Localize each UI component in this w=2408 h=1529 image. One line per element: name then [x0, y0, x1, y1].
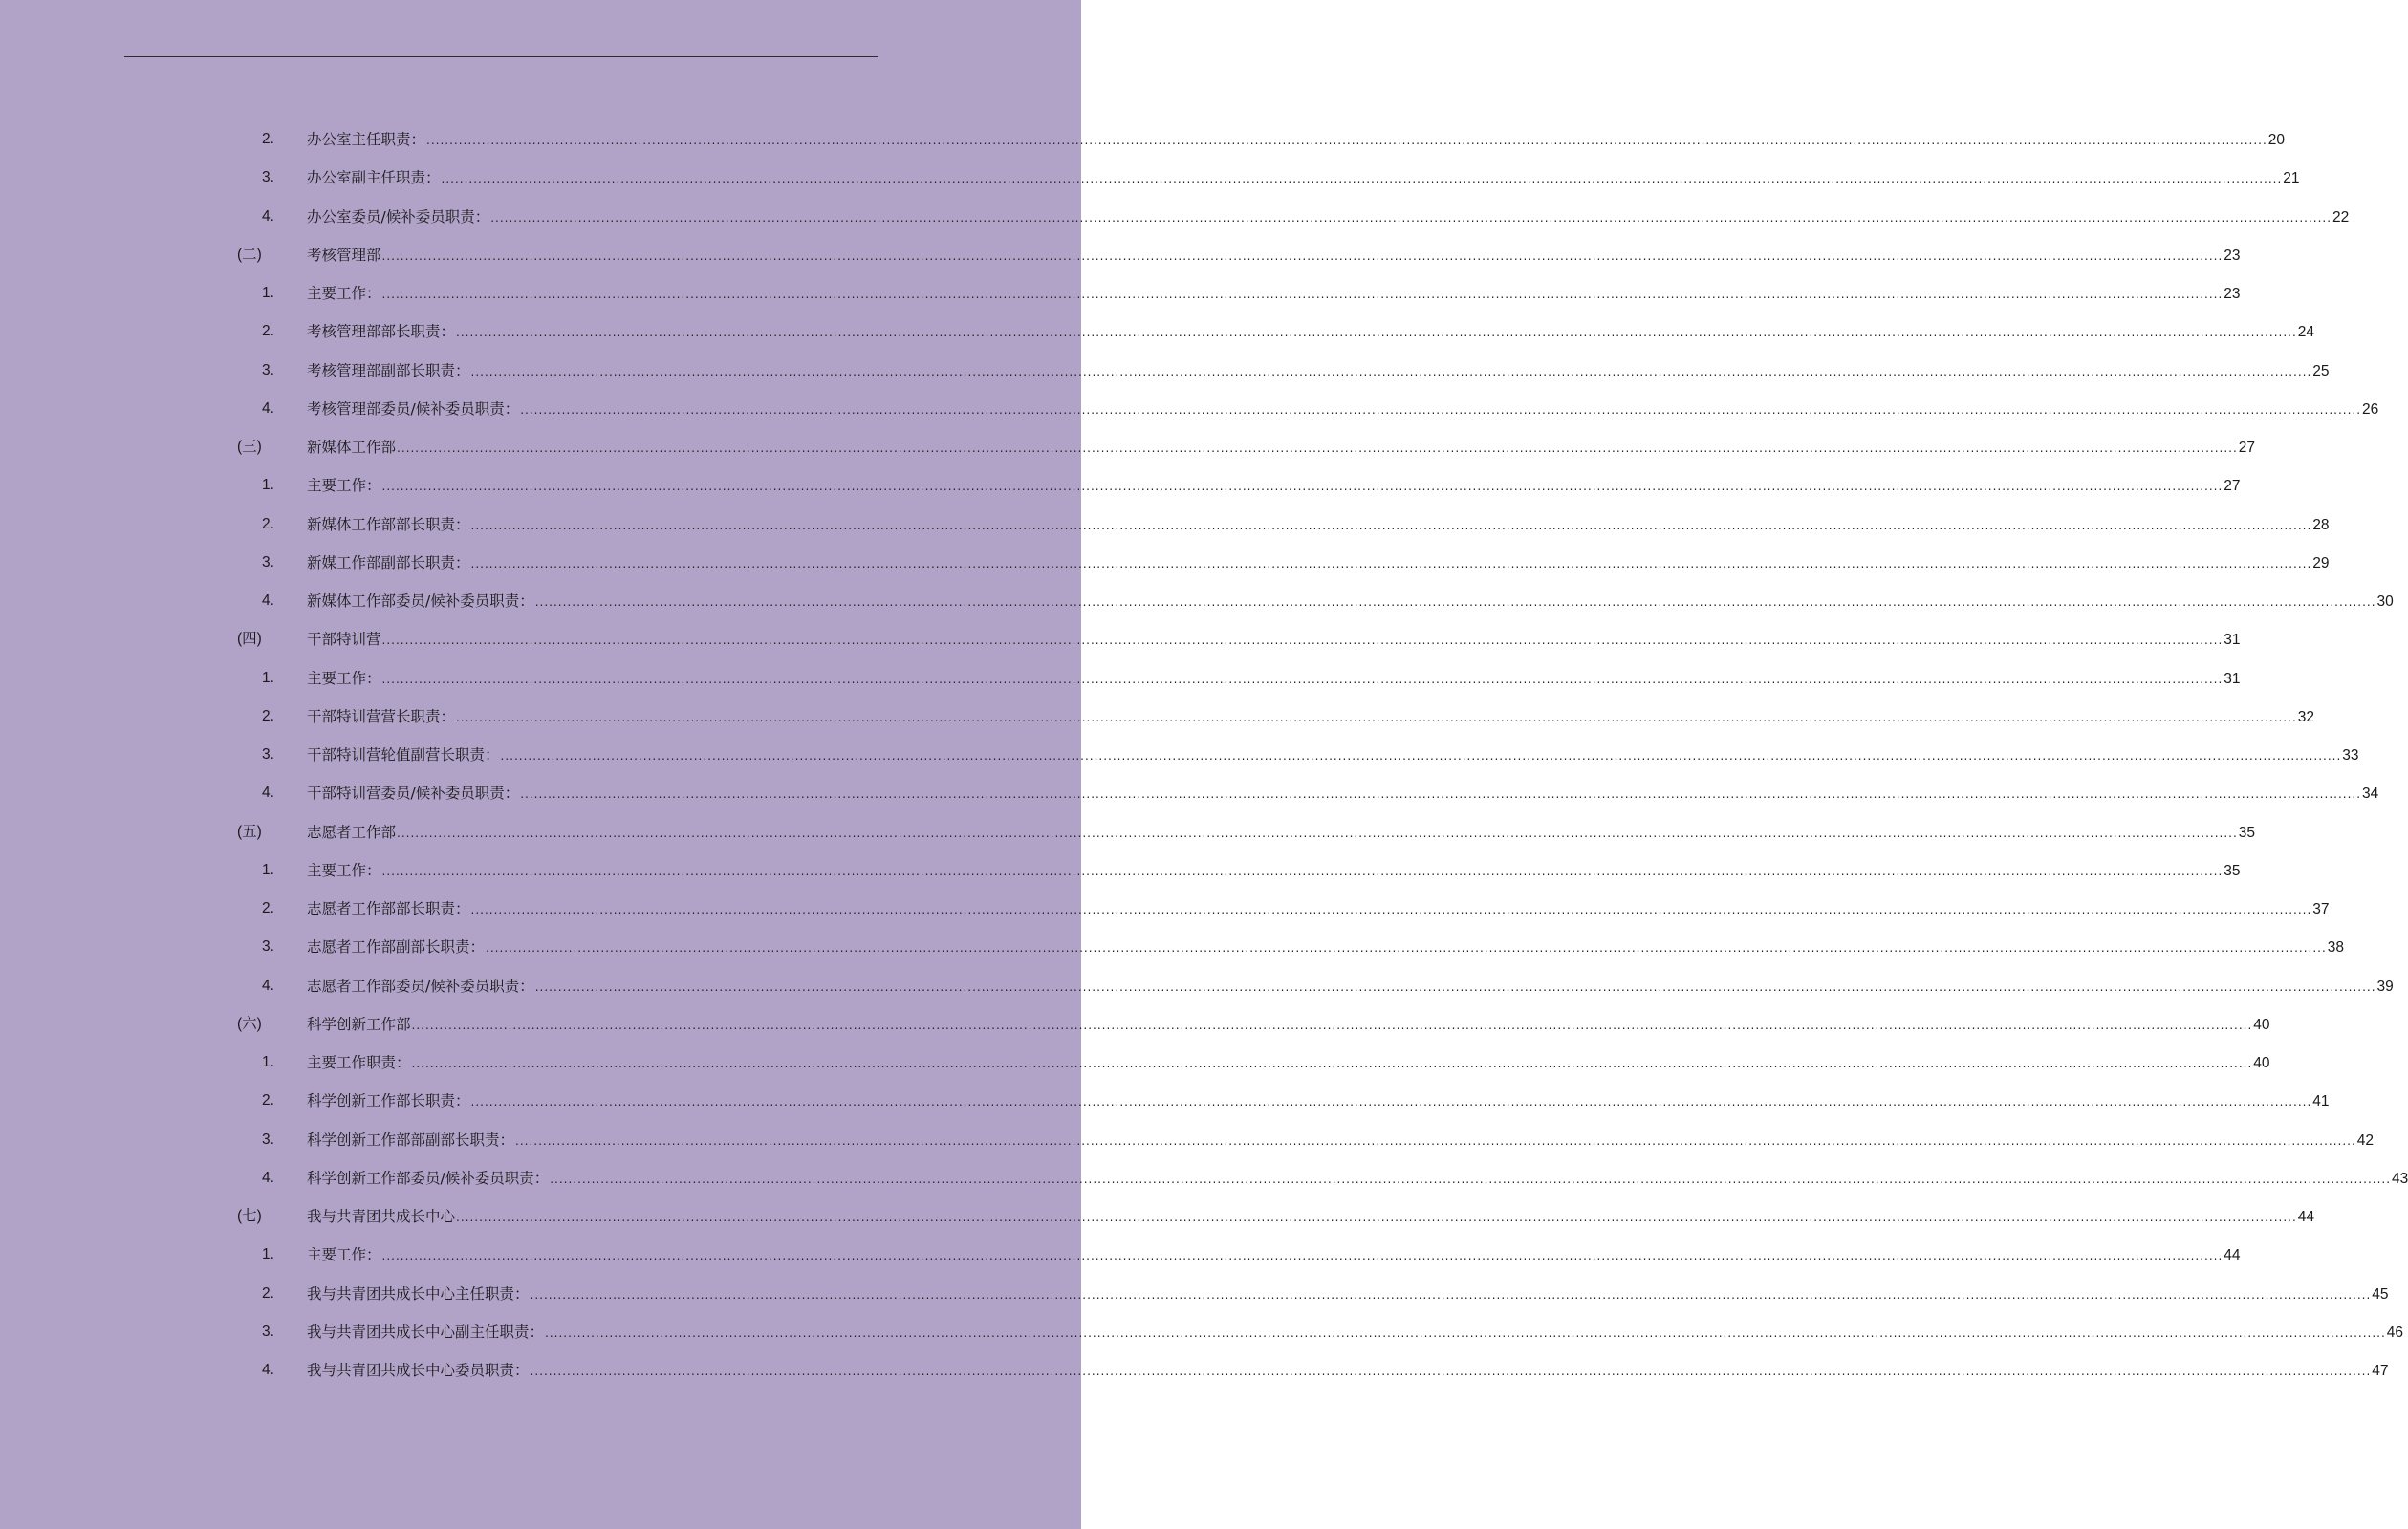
toc-entry-title: 新媒体工作部部长职责： [307, 515, 470, 533]
toc-dot-leader: ................................................................................................................................................................................................................................................................................................................................................................................................................ [456, 1211, 2297, 1224]
toc-subsection-entry[interactable] [0, 967, 2394, 1005]
toc-dot-leader: ................................................................................................................................................................................................................................................................................................................................................................................................................ [381, 634, 2224, 648]
toc-subsection-entry[interactable] [0, 312, 2315, 351]
toc-entry-title: 科学创新工作部委员/候补委员职责： [307, 1169, 550, 1187]
header-rule [124, 56, 878, 57]
toc-page-number: 33 [2342, 747, 2359, 764]
toc-entry-number: 4. [262, 977, 274, 994]
toc-page-number: 26 [2362, 400, 2379, 418]
toc-entry-title: 志愿者工作部副部长职责： [307, 938, 486, 957]
toc-entry-body [307, 861, 2241, 881]
toc-page-number: 27 [2238, 440, 2256, 456]
toc-entry-number: 2. [262, 1092, 274, 1109]
toc-dot-leader: ................................................................................................................................................................................................................................................................................................................................................................................................................ [550, 1172, 2392, 1186]
toc-entry-number: 1. [262, 285, 274, 301]
toc-entry-body [307, 977, 2394, 997]
toc-section-entry[interactable] [0, 428, 2256, 466]
toc-entry-body [307, 1169, 2408, 1189]
toc-subsection-entry[interactable] [0, 1082, 2330, 1120]
toc-subsection-entry[interactable] [0, 890, 2330, 928]
toc-subsection-entry[interactable] [0, 120, 2286, 159]
toc-entry-body [307, 1284, 2389, 1304]
toc-page-number: 37 [2312, 901, 2330, 917]
toc-entry-body [307, 361, 2330, 381]
toc-entry-title: 志愿者工作部 [307, 823, 397, 841]
toc-entry-number: 1. [262, 1054, 274, 1070]
toc-entry-body [307, 1361, 2389, 1381]
toc-subsection-entry[interactable] [0, 1121, 2375, 1159]
toc-page-number: 29 [2312, 554, 2330, 571]
toc-dot-leader: ................................................................................................................................................................................................................................................................................................................................................................................................................ [470, 903, 2312, 916]
toc-entry-number: 1. [262, 477, 274, 494]
toc-page-number: 40 [2253, 1055, 2270, 1071]
toc-page-number: 42 [2356, 1131, 2375, 1149]
toc-entry-title: 主要工作： [307, 285, 381, 302]
toc-entry-body [307, 630, 2241, 650]
toc-entry-number: (五) [237, 823, 262, 840]
toc-dot-leader: ................................................................................................................................................................................................................................................................................................................................................................................................................ [520, 402, 2362, 417]
toc-entry-body [307, 669, 2241, 689]
toc-dot-leader: ................................................................................................................................................................................................................................................................................................................................................................................................................ [381, 480, 2224, 494]
toc-subsection-entry[interactable] [0, 851, 2241, 890]
toc-entry-body [307, 284, 2241, 304]
toc-entry-number: 4. [262, 207, 274, 225]
toc-dot-leader: ................................................................................................................................................................................................................................................................................................................................................................................................................ [500, 749, 2342, 763]
toc-subsection-entry[interactable] [0, 506, 2330, 544]
toc-entry-body [307, 1015, 2270, 1035]
toc-entry-title: 志愿者工作部委员/候补委员职责： [307, 977, 534, 995]
toc-entry-number: 4. [262, 399, 274, 417]
toc-page-number: 23 [2224, 247, 2241, 264]
toc-subsection-entry[interactable] [0, 390, 2379, 428]
toc-dot-leader: ................................................................................................................................................................................................................................................................................................................................................................................................................ [534, 595, 2376, 609]
toc-entry-title: 办公室委员/候补委员职责： [307, 207, 490, 226]
toc-entry-number: 3. [262, 746, 274, 763]
toc-dot-leader: ................................................................................................................................................................................................................................................................................................................................................................................................................ [490, 210, 2332, 225]
toc-entry-body [307, 1245, 2241, 1265]
toc-entry-title: 考核管理部部长职责： [307, 323, 456, 341]
toc-dot-leader: ................................................................................................................................................................................................................................................................................................................................................................................................................ [381, 1249, 2224, 1263]
toc-dot-leader: ................................................................................................................................................................................................................................................................................................................................................................................................................ [520, 787, 2362, 802]
toc-page-number: 35 [2238, 824, 2256, 841]
toc-entry-title: 科学创新工作部部副部长职责： [307, 1131, 515, 1149]
toc-entry-title: 我与共青团共成长中心副主任职责： [307, 1323, 545, 1341]
toc-entry-title: 干部特训营轮值副营长职责： [307, 746, 500, 764]
toc-page-number: 23 [2224, 286, 2241, 302]
toc-entry-body [307, 823, 2256, 843]
toc-entry-body [307, 322, 2315, 342]
toc-entry-body [307, 476, 2241, 496]
toc-page-number: 47 [2372, 1363, 2389, 1379]
toc-entry-number: 3. [262, 553, 274, 571]
toc-subsection-entry[interactable] [0, 1275, 2389, 1313]
toc-dot-leader: ................................................................................................................................................................................................................................................................................................................................................................................................................ [470, 556, 2312, 571]
toc-entry-body [307, 937, 2345, 958]
toc-dot-leader: ................................................................................................................................................................................................................................................................................................................................................................................................................ [545, 1325, 2386, 1340]
toc-dot-leader: ................................................................................................................................................................................................................................................................................................................................................................................................................ [381, 248, 2224, 263]
toc-subsection-entry[interactable] [0, 736, 2359, 774]
toc-page-number: 22 [2332, 208, 2350, 226]
toc-entry-body [307, 707, 2315, 727]
toc-subsection-entry[interactable] [0, 274, 2241, 312]
toc-entry-title: 主要工作： [307, 477, 381, 495]
toc-entry-number: 1. [262, 1246, 274, 1263]
toc-entry-title: 主要工作职责： [307, 1054, 411, 1071]
toc-entry-title: 我与共青团共成长中心委员职责： [307, 1362, 530, 1379]
toc-page-number: 25 [2312, 362, 2330, 379]
table-of-contents [0, 120, 2408, 1389]
toc-entry-title: 科学创新工作部长职责： [307, 1092, 470, 1110]
toc-entry-number: 2. [262, 515, 274, 532]
toc-entry-body [307, 899, 2330, 919]
toc-entry-title: 我与共青团共成长中心主任职责： [307, 1284, 530, 1303]
toc-dot-leader: ................................................................................................................................................................................................................................................................................................................................................................................................................ [456, 710, 2297, 724]
toc-page-number: 31 [2224, 632, 2241, 649]
toc-entry-number: 2. [262, 131, 274, 147]
toc-entry-body [307, 246, 2241, 266]
toc-entry-number: 3. [262, 361, 274, 378]
toc-entry-title: 考核管理部副部长职责： [307, 361, 470, 379]
toc-section-entry[interactable] [0, 620, 2241, 658]
toc-page-number: 20 [2267, 132, 2286, 148]
toc-dot-leader: ................................................................................................................................................................................................................................................................................................................................................................................................................ [530, 1365, 2372, 1378]
toc-subsection-entry[interactable] [0, 352, 2330, 390]
toc-entry-number: 1. [262, 861, 274, 878]
toc-page-number: 24 [2297, 324, 2315, 341]
toc-subsection-entry[interactable] [0, 698, 2315, 736]
toc-page-number: 28 [2312, 516, 2330, 533]
toc-page-number: 31 [2224, 670, 2241, 687]
toc-page-number: 45 [2372, 1285, 2389, 1303]
toc-entry-title: 主要工作： [307, 1246, 381, 1264]
toc-subsection-entry[interactable] [0, 1351, 2389, 1389]
toc-entry-number: 2. [262, 1284, 274, 1302]
toc-entry-number: 2. [262, 323, 274, 340]
toc-entry-body [307, 438, 2256, 458]
toc-dot-leader: ................................................................................................................................................................................................................................................................................................................................................................................................................ [530, 1287, 2372, 1302]
toc-entry-title: 新媒体工作部委员/候补委员职责： [307, 592, 534, 610]
toc-entry-body [307, 784, 2379, 804]
toc-dot-leader: ................................................................................................................................................................................................................................................................................................................................................................................................................ [381, 864, 2224, 878]
toc-entry-title: 办公室副主任职责： [307, 169, 441, 187]
toc-dot-leader: ................................................................................................................................................................................................................................................................................................................................................................................................................ [486, 941, 2327, 956]
toc-entry-number: (三) [237, 439, 262, 455]
toc-section-entry[interactable] [0, 1005, 2270, 1044]
toc-section-entry[interactable] [0, 236, 2241, 274]
toc-entry-title: 主要工作： [307, 669, 381, 687]
toc-page-number: 40 [2253, 1016, 2270, 1033]
toc-entry-number: 3. [262, 1323, 274, 1340]
toc-dot-leader: ................................................................................................................................................................................................................................................................................................................................................................................................................ [411, 1018, 2253, 1032]
toc-subsection-entry[interactable] [0, 1159, 2408, 1197]
toc-entry-body [307, 745, 2359, 765]
toc-entry-number: (七) [237, 1208, 262, 1224]
toc-page-number: 30 [2376, 593, 2394, 610]
toc-entry-number: 4. [262, 785, 274, 802]
toc-entry-number: 3. [262, 1131, 274, 1148]
toc-entry-number: (六) [237, 1015, 262, 1032]
toc-page-number: 44 [2297, 1209, 2315, 1225]
toc-entry-body [307, 1323, 2404, 1343]
toc-entry-title: 考核管理部委员/候补委员职责： [307, 399, 520, 418]
toc-page-number: 46 [2386, 1324, 2404, 1341]
toc-entry-title: 考核管理部 [307, 246, 381, 264]
toc-entry-body [307, 592, 2394, 612]
toc-dot-leader: ................................................................................................................................................................................................................................................................................................................................................................................................................ [381, 288, 2224, 301]
toc-entry-body [307, 1131, 2375, 1151]
toc-dot-leader: ................................................................................................................................................................................................................................................................................................................................................................................................................ [426, 134, 2267, 147]
toc-page-number: 34 [2362, 786, 2379, 803]
toc-subsection-entry[interactable] [0, 928, 2345, 966]
toc-entry-title: 我与共青团共成长中心 [307, 1208, 456, 1225]
toc-subsection-entry[interactable] [0, 1044, 2270, 1082]
toc-entry-number: 4. [262, 1362, 274, 1378]
toc-entry-title: 新媒体工作部 [307, 439, 397, 456]
toc-dot-leader: ................................................................................................................................................................................................................................................................................................................................................................................................................ [470, 518, 2312, 532]
toc-entry-title: 干部特训营 [307, 631, 381, 649]
toc-entry-title: 干部特训营委员/候补委员职责： [307, 785, 520, 803]
toc-entry-body [307, 515, 2330, 535]
toc-page-number: 27 [2224, 478, 2241, 495]
toc-entry-title: 志愿者工作部部长职责： [307, 900, 470, 917]
toc-page-number: 39 [2376, 978, 2394, 995]
toc-entry-title: 办公室主任职责： [307, 131, 426, 148]
toc-page-number: 32 [2297, 708, 2315, 725]
toc-entry-number: 4. [262, 1169, 274, 1186]
toc-entry-number: (四) [237, 631, 262, 648]
toc-entry-title: 主要工作： [307, 861, 381, 879]
toc-entry-body [307, 168, 2300, 188]
toc-entry-title: 科学创新工作部 [307, 1015, 411, 1033]
toc-subsection-entry[interactable] [0, 1313, 2404, 1351]
toc-dot-leader: ................................................................................................................................................................................................................................................................................................................................................................................................................ [456, 326, 2297, 340]
toc-dot-leader: ................................................................................................................................................................................................................................................................................................................................................................................................................ [381, 672, 2224, 686]
toc-entry-body [307, 207, 2350, 227]
toc-entry-body [307, 1091, 2330, 1111]
toc-dot-leader: ................................................................................................................................................................................................................................................................................................................................................................................................................ [397, 441, 2238, 455]
toc-subsection-entry[interactable] [0, 1236, 2241, 1274]
toc-dot-leader: ................................................................................................................................................................................................................................................................................................................................................................................................................ [470, 1095, 2312, 1109]
toc-entry-number: 3. [262, 169, 274, 186]
toc-entry-body [307, 1207, 2315, 1227]
toc-subsection-entry[interactable] [0, 582, 2394, 620]
toc-subsection-entry[interactable] [0, 466, 2241, 505]
toc-subsection-entry[interactable] [0, 544, 2330, 582]
toc-entry-number: 2. [262, 900, 274, 916]
toc-entry-body [307, 130, 2286, 150]
toc-entry-number: 1. [262, 669, 274, 686]
toc-page-number: 35 [2224, 862, 2241, 879]
toc-dot-leader: ................................................................................................................................................................................................................................................................................................................................................................................................................ [534, 980, 2376, 994]
toc-dot-leader: ................................................................................................................................................................................................................................................................................................................................................................................................................ [515, 1133, 2356, 1148]
toc-entry-number: 3. [262, 938, 274, 956]
toc-entry-title: 干部特训营营长职责： [307, 707, 456, 725]
toc-page-number: 44 [2224, 1247, 2241, 1264]
toc-entry-body [307, 553, 2330, 573]
toc-entry-number: 4. [262, 592, 274, 609]
toc-page-number: 21 [2283, 170, 2300, 187]
toc-entry-body [307, 399, 2379, 420]
toc-entry-number: 2. [262, 707, 274, 724]
toc-section-entry[interactable] [0, 1197, 2315, 1236]
toc-entry-title: 新媒工作部副部长职责： [307, 553, 470, 571]
toc-dot-leader: ................................................................................................................................................................................................................................................................................................................................................................................................................ [470, 364, 2312, 378]
toc-entry-body [307, 1053, 2270, 1073]
toc-section-entry[interactable] [0, 813, 2256, 851]
toc-dot-leader: ................................................................................................................................................................................................................................................................................................................................................................................................................ [397, 826, 2238, 840]
toc-page-number: 38 [2327, 939, 2345, 957]
toc-dot-leader: ................................................................................................................................................................................................................................................................................................................................................................................................................ [411, 1057, 2253, 1070]
toc-subsection-entry[interactable] [0, 774, 2379, 812]
toc-page-number: 43 [2392, 1170, 2408, 1187]
toc-subsection-entry[interactable] [0, 659, 2241, 698]
toc-subsection-entry[interactable] [0, 159, 2300, 197]
toc-dot-leader: ................................................................................................................................................................................................................................................................................................................................................................................................................ [441, 172, 2283, 186]
toc-subsection-entry[interactable] [0, 198, 2350, 236]
toc-page-number: 41 [2312, 1093, 2330, 1110]
toc-entry-number: (二) [237, 246, 262, 263]
